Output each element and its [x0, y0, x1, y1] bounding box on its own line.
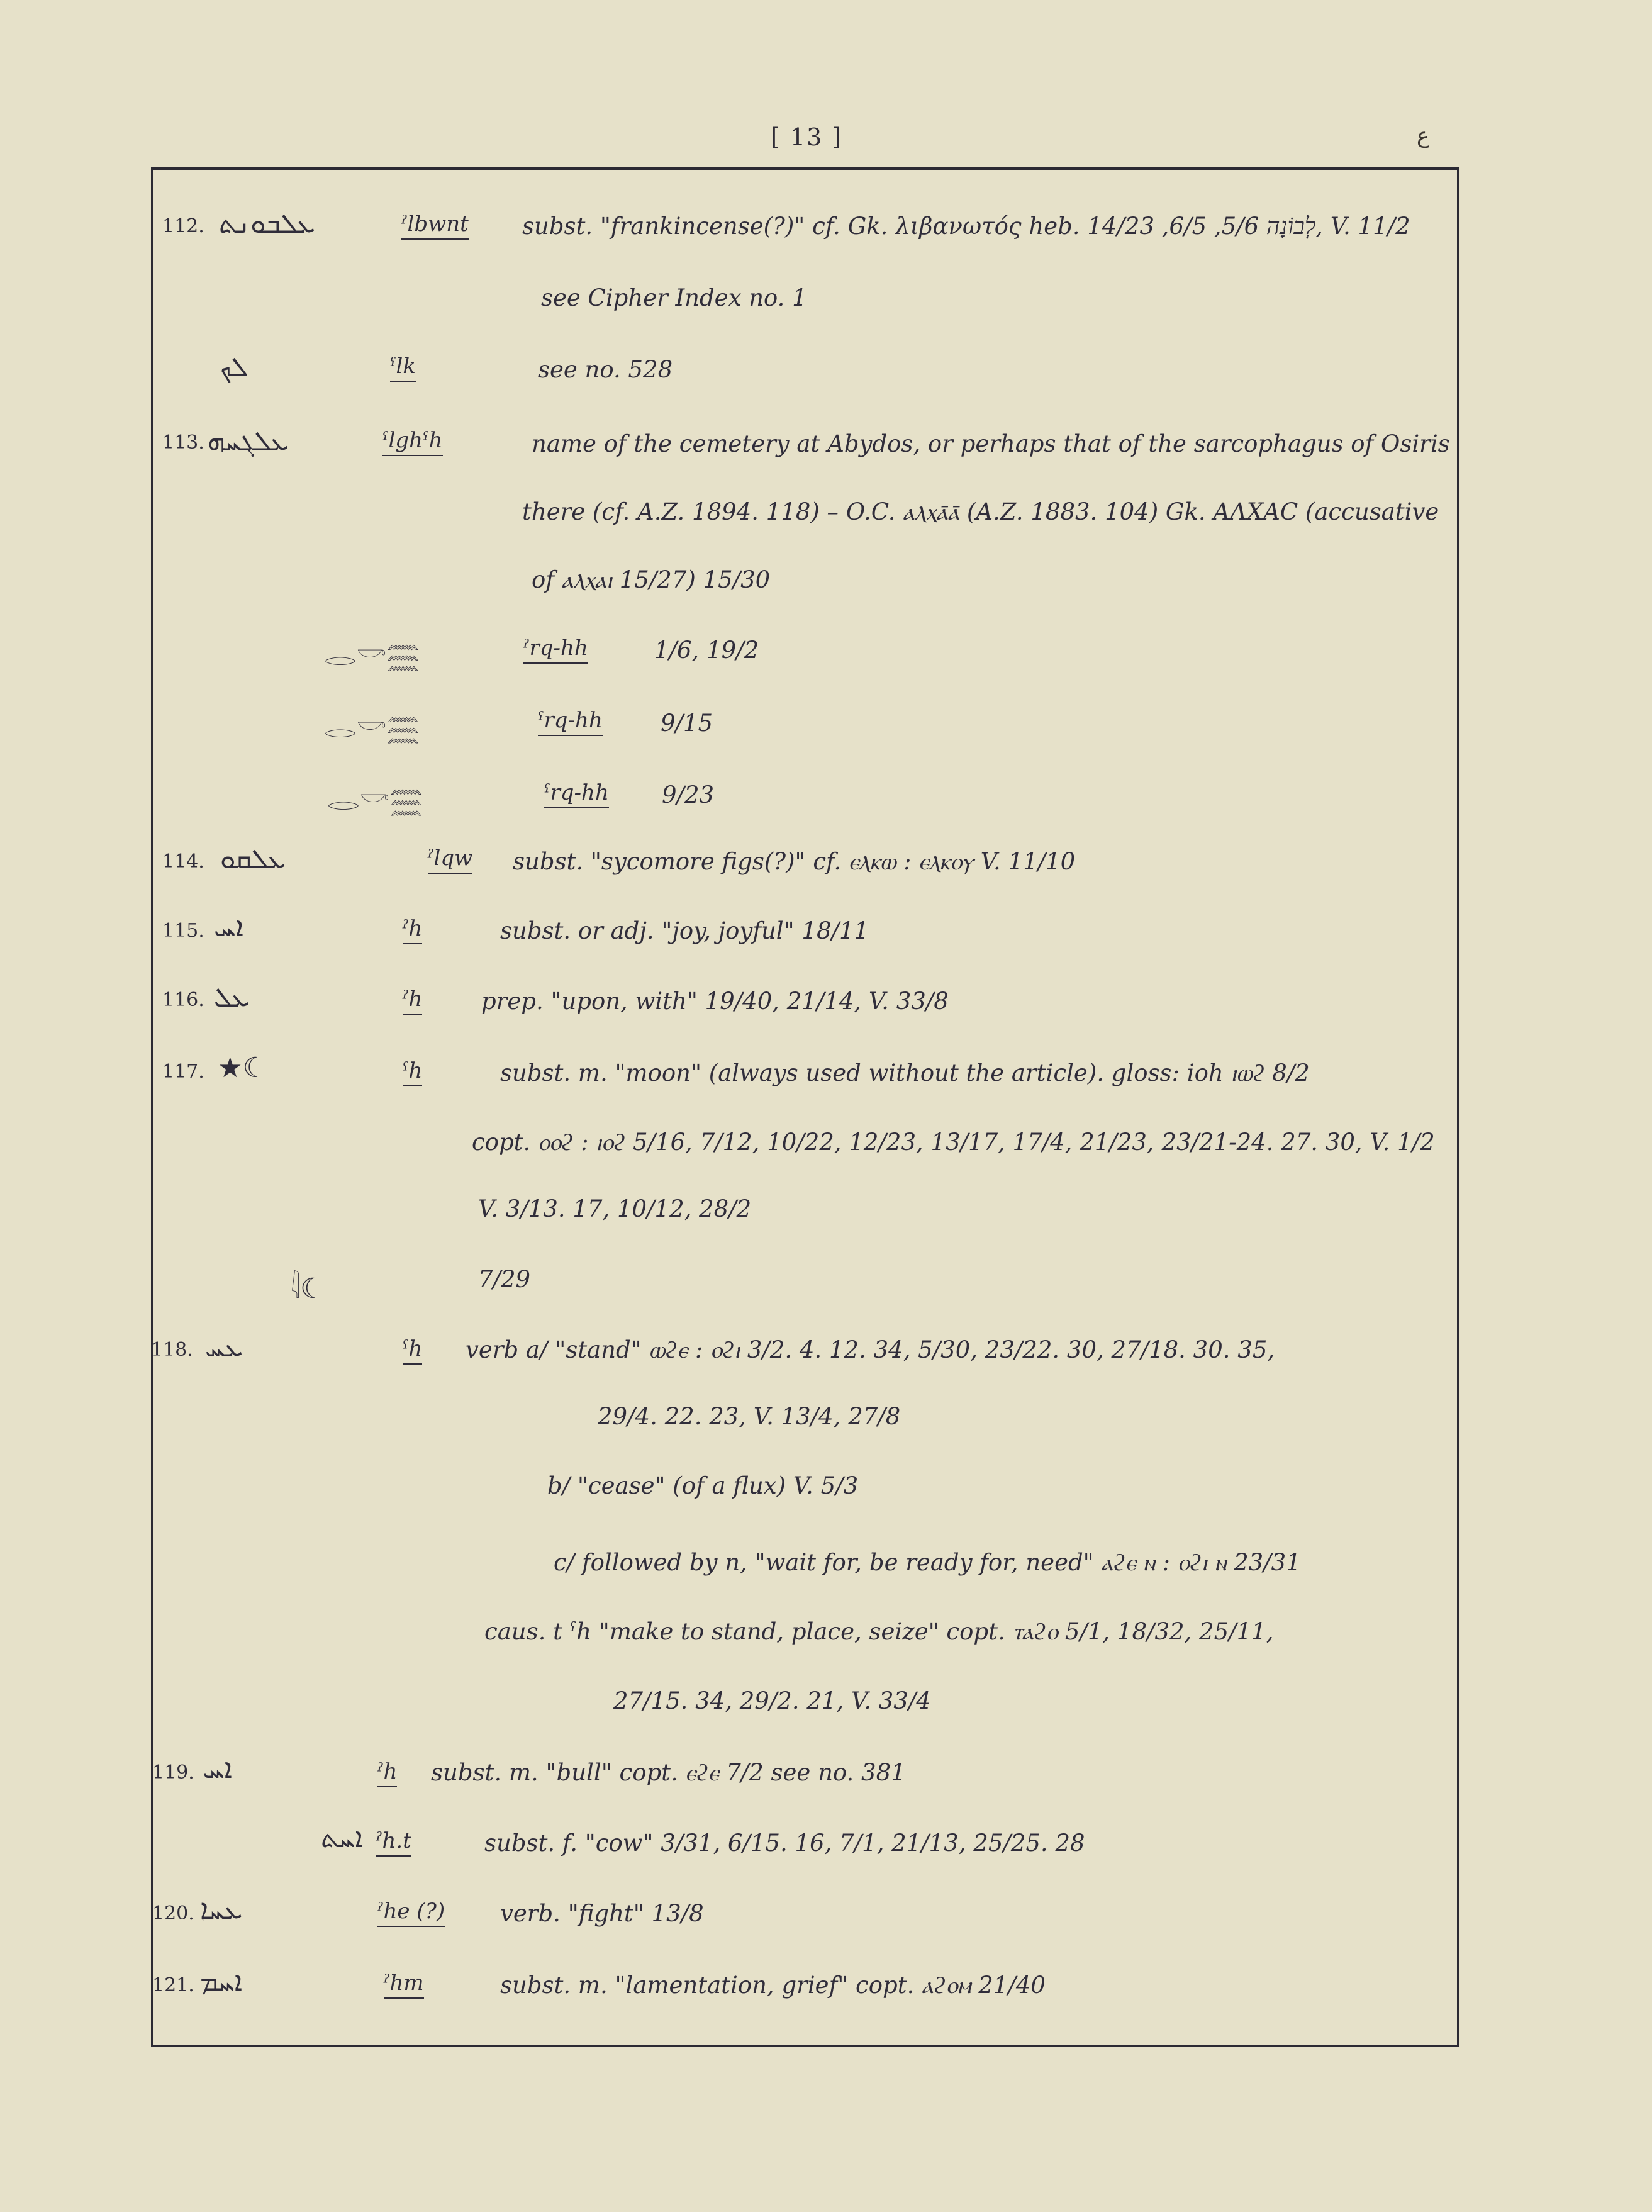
entry-text: copt. ⲟⲟϩ : ⲓⲟϩ 5/16, 7/12, 10/22, 12/23, 13/17, 17/4, 21/23, 23/21-24. 27. 30, V. 1/2: [472, 1129, 1435, 1156]
entry-transliteration: ˀhm: [384, 1970, 424, 1999]
entry-text: verb a/ "stand" ⲱϩⲉ : ⲟϩⲓ 3/2. 4. 12. 34, 5/30, 23/22. 30, 27/18. 30. 35,: [466, 1336, 1275, 1363]
entry-number: 116.: [162, 989, 204, 1011]
entry-text: subst. m. "moon" (always used without the article). gloss: ioh ⲓⲱϩ 8/2: [500, 1059, 1310, 1086]
entry-glyph: 𓂋𓎡𓈗: [327, 785, 423, 817]
entry-text: of ⲁⲗⲭⲁⲓ 15/27) 15/30: [532, 566, 771, 593]
entry-text: see no. 528: [538, 356, 673, 383]
entry-text: there (cf. A.Z. 1894. 118) – O.C. ⲁⲗⲭⲁ̄ⲁ̄ (A.Z. 1883. 104) Gk. ΑΛΧΑC (accusative: [522, 498, 1439, 525]
entry-glyph: ܠܟ: [220, 351, 248, 383]
entry-text: 1/6, 19/2: [654, 637, 759, 664]
entry-text: 9/15: [661, 710, 713, 737]
entry-text: 9/23: [662, 781, 715, 808]
entry-transliteration: ˀlqw: [428, 846, 472, 874]
entry-text: c/ followed by n, "wait for, be ready for, need" ⲁϩⲉ ⲛ : ⲟϩⲓ ⲛ 23/31: [554, 1549, 1301, 1576]
entry-text: subst. m. "lamentation, grief" copt. ⲁϩⲟⲙ 21/40: [500, 1972, 1046, 1999]
entry-glyph: ܐܚ: [203, 1753, 232, 1785]
entry-number: 118.: [151, 1339, 193, 1361]
entry-transliteration: ˀh: [403, 986, 422, 1015]
entry-number: 121.: [152, 1974, 194, 1996]
entry-glyph: 𓂋𓎡𓈗: [324, 640, 420, 672]
entry-transliteration: ˁlk: [390, 354, 416, 382]
entry-transliteration: ˁlghˁh: [382, 428, 443, 456]
entry-glyph: ܐܚܬ: [321, 1822, 363, 1854]
entry-transliteration: ˁh: [403, 1336, 422, 1365]
entry-transliteration: ˁh: [403, 1058, 422, 1086]
corner-mark: ع: [1417, 123, 1430, 148]
entry-glyph: ܐܚ: [214, 911, 243, 943]
entry-glyph: ★☾: [218, 1052, 267, 1084]
entry-text: subst. f. "cow" 3/31, 6/15. 16, 7/1, 21/13, 25/25. 28: [484, 1829, 1085, 1857]
entry-number: 117.: [162, 1061, 204, 1083]
entry-text: subst. "sycomore figs(?)" cf. ⲉⲗⲕⲱ : ⲉⲗⲕⲟⲩ V. 11/10: [513, 848, 1076, 875]
entry-glyph: ܥܠ: [214, 981, 250, 1014]
entry-glyph: ܥܚܐ: [200, 1894, 243, 1926]
entry-transliteration: ˀhe (?): [377, 1899, 445, 1927]
entry-text: 29/4. 22. 23, V. 13/4, 27/8: [598, 1403, 901, 1430]
entry-transliteration: ˀrq-hh: [523, 635, 588, 664]
entry-glyph: ܥܚ: [205, 1331, 243, 1363]
entry-glyph: ܥܠܩܘ: [220, 843, 286, 875]
entry-transliteration: ˁrq-hh: [544, 780, 609, 808]
page-number: [ 13 ]: [771, 123, 843, 151]
entry-number: 115.: [162, 920, 204, 942]
entry-glyph: ܐܚܡ: [200, 1965, 243, 1997]
entry-text: V. 3/13. 17, 10/12, 28/2: [478, 1195, 752, 1222]
entry-transliteration: ˀh: [377, 1759, 397, 1787]
entry-text: prep. "upon, with" 19/40, 21/14, V. 33/8: [481, 988, 949, 1015]
entry-text: 7/29: [478, 1266, 531, 1293]
entry-text: name of the cemetery at Abydos, or perhaps that of the sarcophagus of Osiris: [532, 430, 1450, 457]
entry-number: 120.: [152, 1902, 194, 1924]
entry-glyph: 𓂋𓎡𓈗: [324, 712, 420, 744]
entry-text: subst. "frankincense(?)" cf. Gk. λιβανωτός heb. לְבוֹנָה 5/6, 6/5, 14/23, V. 11/2: [522, 213, 1410, 240]
entry-glyph: ܥܠܒܘܢܬ: [219, 208, 315, 240]
entry-transliteration: ˀh: [403, 916, 422, 944]
entry-text: subst. or adj. "joy, joyful" 18/11: [500, 917, 869, 944]
entry-number: 112.: [162, 215, 204, 237]
entry-glyph: 𓇋☾: [291, 1273, 325, 1305]
entry-text: caus. t ˁh "make to stand, place, seize" copt. ⲧⲁϩⲟ 5/1, 18/32, 25/11,: [484, 1618, 1274, 1645]
entry-number: 113.: [162, 432, 204, 454]
entry-number: 119.: [152, 1762, 194, 1784]
entry-transliteration: ˁrq-hh: [538, 708, 603, 736]
entry-text: see Cipher Index no. 1: [541, 284, 807, 311]
entry-number: 114.: [162, 851, 204, 873]
entry-text: subst. m. "bull" copt. ⲉϩⲉ 7/2 see no. 381: [431, 1759, 906, 1786]
entry-transliteration: ˀh.t: [376, 1828, 411, 1857]
entry-transliteration: ˀlbwnt: [401, 211, 469, 240]
entry-text: verb. "fight" 13/8: [500, 1900, 704, 1927]
entry-text: 27/15. 34, 29/2. 21, V. 33/4: [613, 1687, 931, 1714]
entry-glyph: ܥܠܓܚܗ: [208, 425, 289, 457]
entry-text: b/ "cease" (of a flux) V. 5/3: [547, 1472, 859, 1499]
